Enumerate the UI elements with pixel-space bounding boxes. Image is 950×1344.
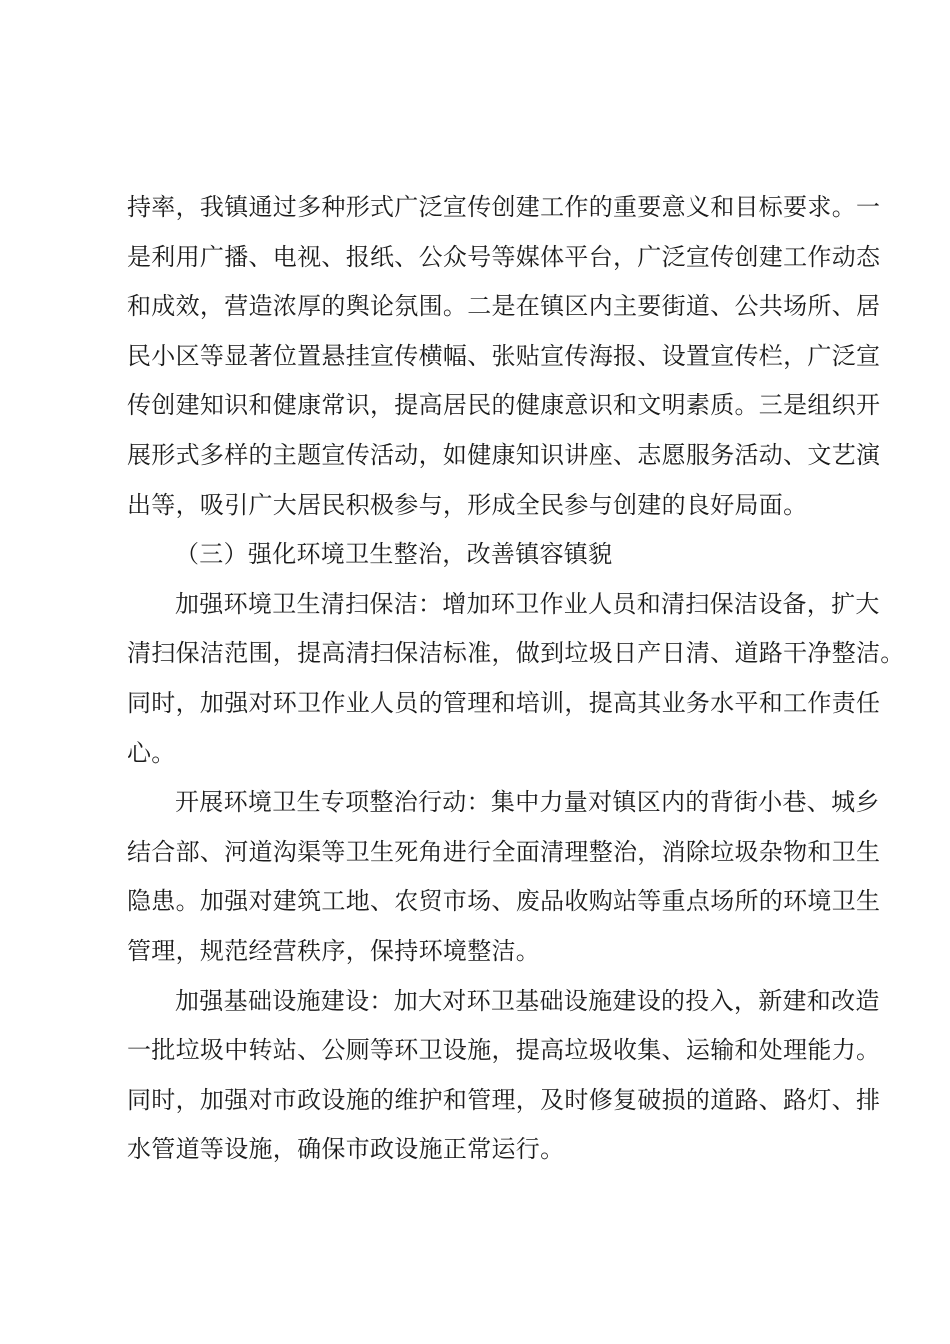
text-line: 一批垃圾中转站、公厕等环卫设施，提高垃圾收集、运输和处理能力。 <box>127 1036 881 1065</box>
text-line: 心。 <box>127 738 176 767</box>
paragraph <box>127 778 881 976</box>
text-line: 加强基础设施建设：加大对环卫基础设施建设的投入，新建和改造 <box>175 986 880 1015</box>
text-line: 加强环境卫生清扫保洁：增加环卫作业人员和清扫保洁设备，扩大 <box>175 589 880 618</box>
text-line: 隐患。加强对建筑工地、农贸市场、废品收购站等重点场所的环境卫生 <box>127 887 881 916</box>
text-line: 同时，加强对市政设施的维护和管理，及时修复破损的道路、路灯、排 <box>127 1085 881 1114</box>
text-line: 和成效，营造浓厚的舆论氛围。二是在镇区内主要街道、公共场所、居 <box>127 292 881 321</box>
text-line: 结合部、河道沟渠等卫生死角进行全面清理整治，消除垃圾杂物和卫生 <box>127 837 881 866</box>
text-line: 清扫保洁范围，提高清扫保洁标准，做到垃圾日产日清、道路干净整洁。 <box>127 639 905 668</box>
text-line: 持率，我镇通过多种形式广泛宣传创建工作的重要意义和目标要求。一 <box>127 193 881 221</box>
paragraph <box>127 977 881 1175</box>
text-line: 是利用广播、电视、报纸、公众号等媒体平台，广泛宣传创建工作动态 <box>127 242 881 271</box>
text-line: 展形式多样的主题宣传活动，如健康知识讲座、志愿服务活动、文艺演 <box>127 440 881 469</box>
text-line: 管理，规范经营秩序，保持环境整洁。 <box>127 936 541 965</box>
text-line: 开展环境卫生专项整治行动：集中力量对镇区内的背街小巷、城乡 <box>175 788 880 817</box>
document-body <box>127 183 905 1175</box>
text-line: 出等，吸引广大居民积极参与，形成全民参与创建的良好局面。 <box>127 490 808 519</box>
text-line: （三）强化环境卫生整治，改善镇容镇貌 <box>175 540 613 569</box>
text-line: 同时，加强对环卫作业人员的管理和培训，提高其业务水平和工作责任 <box>127 688 881 717</box>
paragraph <box>127 183 881 530</box>
text-line: 水管道等设施，确保市政设施正常运行。 <box>127 1135 565 1164</box>
section-heading <box>127 530 837 580</box>
text-line: 传创建知识和健康常识，提高居民的健康意识和文明素质。三是组织开 <box>127 391 881 420</box>
paragraph <box>127 580 905 778</box>
text-line: 民小区等显著位置悬挂宣传横幅、张贴宣传海报、设置宣传栏，广泛宣 <box>127 341 881 370</box>
